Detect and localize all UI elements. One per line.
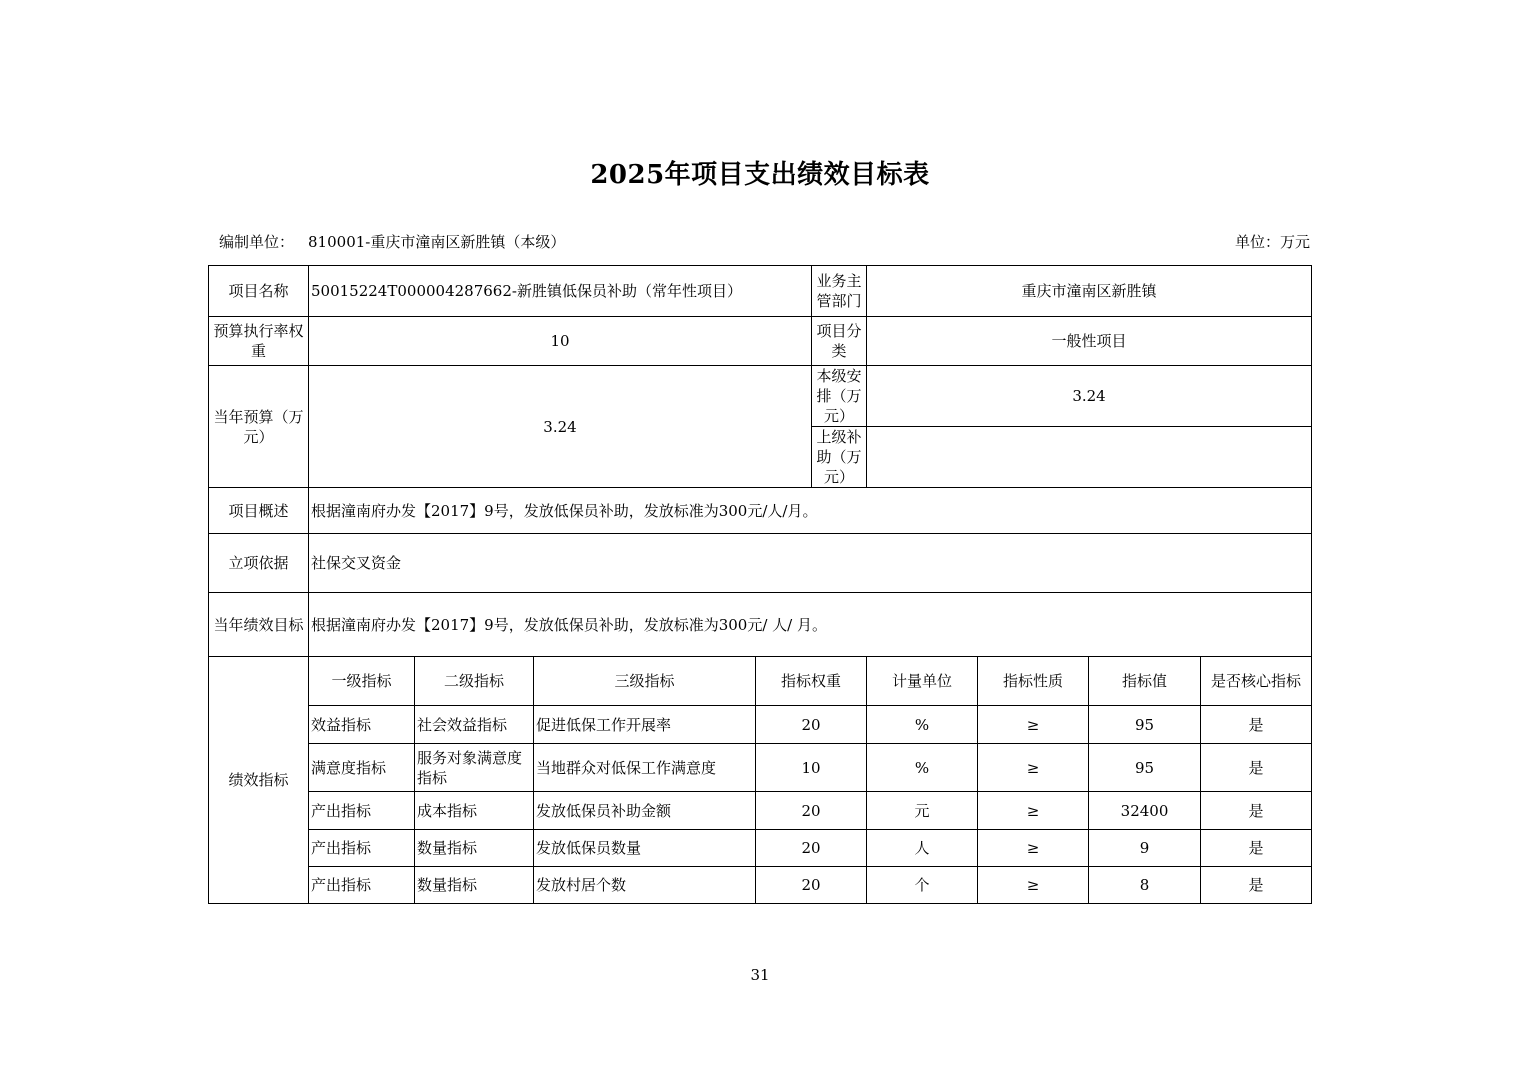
cell-level2: 社会效益指标 <box>415 706 534 744</box>
cell-value: 95 <box>1089 706 1201 744</box>
table-row <box>209 867 1312 904</box>
header-unit: 计量单位 <box>867 657 978 706</box>
project-category-value: 一般性项目 <box>867 317 1312 366</box>
department-label: 业务主管部门 <box>812 266 867 317</box>
department-value: 重庆市潼南区新胜镇 <box>867 266 1312 317</box>
cell-weight: 20 <box>756 706 867 744</box>
cell-level1: 产出指标 <box>309 867 415 904</box>
cell-unit: 人 <box>867 830 978 867</box>
row-annual-goal <box>209 593 1312 657</box>
cell-core: 是 <box>1201 792 1312 830</box>
annual-goal-label: 当年绩效目标 <box>209 593 309 657</box>
overview-label: 项目概述 <box>209 488 309 534</box>
cell-unit: % <box>867 744 978 792</box>
cell-unit: 个 <box>867 867 978 904</box>
header-level3: 三级指标 <box>534 657 756 706</box>
cell-nature: ≥ <box>978 706 1089 744</box>
annual-budget-label: 当年预算（万元） <box>209 366 309 488</box>
cell-level3: 发放村居个数 <box>534 867 756 904</box>
compiling-unit-value: 810001-重庆市潼南区新胜镇（本级） <box>308 233 566 251</box>
row-annual-budget <box>209 366 1312 427</box>
row-basis <box>209 534 1312 593</box>
cell-weight: 10 <box>756 744 867 792</box>
row-overview <box>209 488 1312 534</box>
cell-level1: 产出指标 <box>309 830 415 867</box>
table-row <box>209 830 1312 867</box>
project-category-label: 项目分类 <box>812 317 867 366</box>
cell-level1: 产出指标 <box>309 792 415 830</box>
cell-nature: ≥ <box>978 867 1089 904</box>
cell-core: 是 <box>1201 830 1312 867</box>
header-level1: 一级指标 <box>309 657 415 706</box>
cell-level2: 数量指标 <box>415 830 534 867</box>
cell-weight: 20 <box>756 830 867 867</box>
budget-weight-label: 预算执行率权重 <box>209 317 309 366</box>
cell-level3: 当地群众对低保工作满意度 <box>534 744 756 792</box>
compiling-unit <box>219 231 565 252</box>
annual-budget-value: 3.24 <box>309 366 812 488</box>
cell-value: 9 <box>1089 830 1201 867</box>
page-title: 2025年项目支出绩效目标表 <box>590 160 930 190</box>
table-row <box>209 744 1312 792</box>
table-row <box>209 706 1312 744</box>
cell-level1: 效益指标 <box>309 706 415 744</box>
cell-value: 32400 <box>1089 792 1201 830</box>
cell-unit: 元 <box>867 792 978 830</box>
basis-label: 立项依据 <box>209 534 309 593</box>
row-budget-weight <box>209 317 1312 366</box>
indicator-header-row <box>209 657 1312 706</box>
header-weight: 指标权重 <box>756 657 867 706</box>
cell-nature: ≥ <box>978 744 1089 792</box>
cell-level3: 促进低保工作开展率 <box>534 706 756 744</box>
cell-level2: 服务对象满意度指标 <box>415 744 534 792</box>
header-value: 指标值 <box>1089 657 1201 706</box>
cell-weight: 20 <box>756 792 867 830</box>
upper-subsidy-value <box>867 427 1312 488</box>
local-arrangement-label: 本级安排（万元） <box>812 366 867 427</box>
cell-level3: 发放低保员补助金额 <box>534 792 756 830</box>
header-nature: 指标性质 <box>978 657 1089 706</box>
currency-unit: 单位：万元 <box>1234 233 1310 251</box>
cell-level2: 成本指标 <box>415 792 534 830</box>
project-name-label: 项目名称 <box>209 266 309 317</box>
indicators-section-label: 绩效指标 <box>209 657 309 904</box>
local-arrangement-value: 3.24 <box>867 366 1312 427</box>
basis-value: 社保交叉资金 <box>309 534 1312 593</box>
table-row <box>209 792 1312 830</box>
annual-goal-value: 根据潼南府办发【2017】9号，发放低保员补助，发放标准为300元/ 人/ 月。 <box>309 593 1312 657</box>
cell-unit: % <box>867 706 978 744</box>
cell-level3: 发放低保员数量 <box>534 830 756 867</box>
cell-nature: ≥ <box>978 830 1089 867</box>
page-number: 31 <box>750 966 770 984</box>
cell-nature: ≥ <box>978 792 1089 830</box>
compiling-unit-label: 编制单位： <box>219 233 295 251</box>
upper-subsidy-label: 上级补助（万元） <box>812 427 867 488</box>
header-level2: 二级指标 <box>415 657 534 706</box>
cell-value: 95 <box>1089 744 1201 792</box>
cell-weight: 20 <box>756 867 867 904</box>
row-project-name <box>209 266 1312 317</box>
overview-value: 根据潼南府办发【2017】9号，发放低保员补助，发放标准为300元/人/月。 <box>309 488 1312 534</box>
cell-level2: 数量指标 <box>415 867 534 904</box>
cell-core: 是 <box>1201 744 1312 792</box>
project-name-value: 50015224T000004287662-新胜镇低保员补助（常年性项目） <box>309 266 812 317</box>
cell-value: 8 <box>1089 867 1201 904</box>
cell-core: 是 <box>1201 706 1312 744</box>
cell-level1: 满意度指标 <box>309 744 415 792</box>
budget-weight-value: 10 <box>309 317 812 366</box>
cell-core: 是 <box>1201 867 1312 904</box>
performance-target-table <box>208 265 1312 904</box>
header-core: 是否核心指标 <box>1201 657 1312 706</box>
